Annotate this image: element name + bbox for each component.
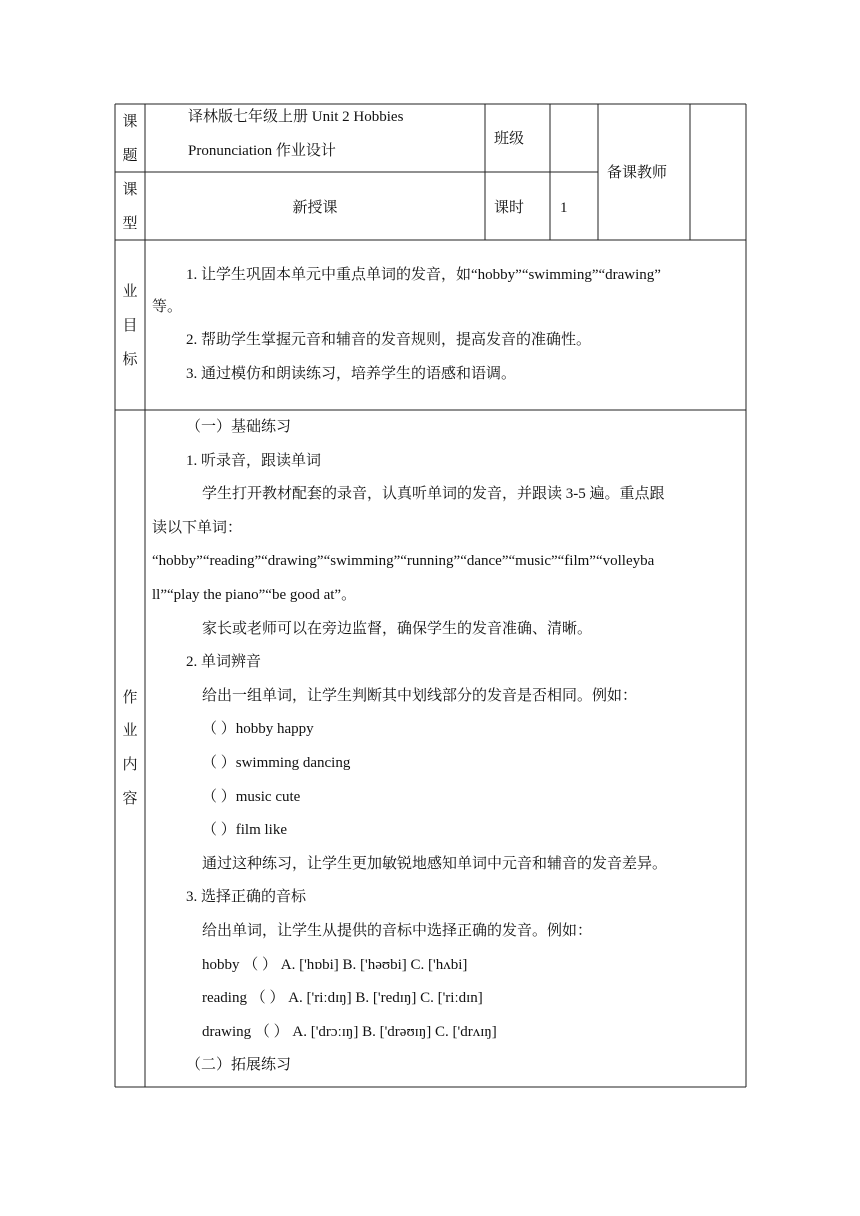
- content-line: （ ）hobby happy: [202, 721, 314, 738]
- period-label: 课时: [494, 200, 525, 216]
- content-line: reading （ ） A. ['riːdɪŋ] B. ['redɪŋ] C. ['riːdɪn]: [202, 990, 483, 1007]
- content-line: （ ）swimming dancing: [202, 754, 351, 771]
- content-line: 通过这种练习，让学生更加敏锐地感知单词中元音和辅音的发音差异。: [202, 855, 668, 872]
- ke-ti-label-2: 题: [122, 148, 138, 164]
- goal-line: 等。: [152, 298, 183, 315]
- content-label-1: 作: [122, 690, 138, 706]
- content-line: “hobby”“reading”“drawing”“swimming”“running”“dance”“music”“film”“volleyba: [152, 553, 655, 570]
- title-line-2: Pronunciation 作业设计: [188, 143, 336, 159]
- content-line: 给出一组单词，让学生判断其中划线部分的发音是否相同。例如：: [202, 687, 638, 704]
- class-label: 班级: [494, 131, 525, 147]
- goals-label-3: 标: [122, 352, 138, 368]
- content-label-2: 业: [122, 723, 138, 739]
- goal-line: 3. 通过模仿和朗读练习，培养学生的语感和语调。: [186, 365, 517, 382]
- content-line: （二）拓展练习: [186, 1057, 292, 1074]
- content-line: （ ）film like: [202, 822, 287, 839]
- content-text: [152, 411, 742, 1083]
- ke-xing-label-2: 型: [122, 216, 138, 232]
- content-label-3: 内: [122, 757, 138, 773]
- period-value: 1: [560, 200, 568, 216]
- content-line: 2. 单词辨音: [186, 654, 262, 671]
- goals-text: [152, 259, 742, 391]
- content-line: （一）基础练习: [186, 419, 292, 435]
- content-line: （ ）music cute: [202, 788, 301, 805]
- title-line-1: 译林版七年级上册 Unit 2 Hobbies: [188, 109, 404, 125]
- goal-line: 1. 让学生巩固本单元中重点单词的发音，如“hobby”“swimming”“drawing”: [186, 267, 661, 283]
- content-line: 1. 听录音，跟读单词: [186, 452, 322, 469]
- goal-line: 2. 帮助学生掌握元音和辅音的发音规则，提高发音的准确性。: [186, 332, 592, 349]
- content-line: hobby （ ） A. ['hɒbi] B. ['həʊbi] C. ['hʌbi]: [202, 956, 468, 973]
- teacher-label: 备课教师: [607, 165, 668, 181]
- lesson-type: 新授课: [292, 200, 338, 216]
- goals-label-1: 业: [122, 284, 138, 300]
- content-line: ll”“play the piano”“be good at”。: [152, 586, 357, 603]
- ke-xing-label-1: 课: [122, 182, 138, 198]
- content-line: 学生打开教材配套的录音，认真听单词的发音，并跟读 3-5 遍。重点跟: [202, 486, 665, 503]
- ke-ti-label-1: 课: [122, 114, 138, 130]
- content-label-4: 容: [122, 791, 138, 807]
- content-line: 读以下单词：: [152, 519, 243, 536]
- content-line: 家长或老师可以在旁边监督，确保学生的发音准确、清晰。: [202, 620, 593, 637]
- content-line: 给出单词，让学生从提供的音标中选择正确的发音。例如：: [202, 922, 593, 939]
- content-line: drawing （ ） A. ['drɔːɪŋ] B. ['drəʊɪŋ] C. ['drʌɪŋ]: [202, 1023, 497, 1040]
- goals-label-2: 目: [122, 318, 138, 334]
- content-line: 3. 选择正确的音标: [186, 889, 307, 906]
